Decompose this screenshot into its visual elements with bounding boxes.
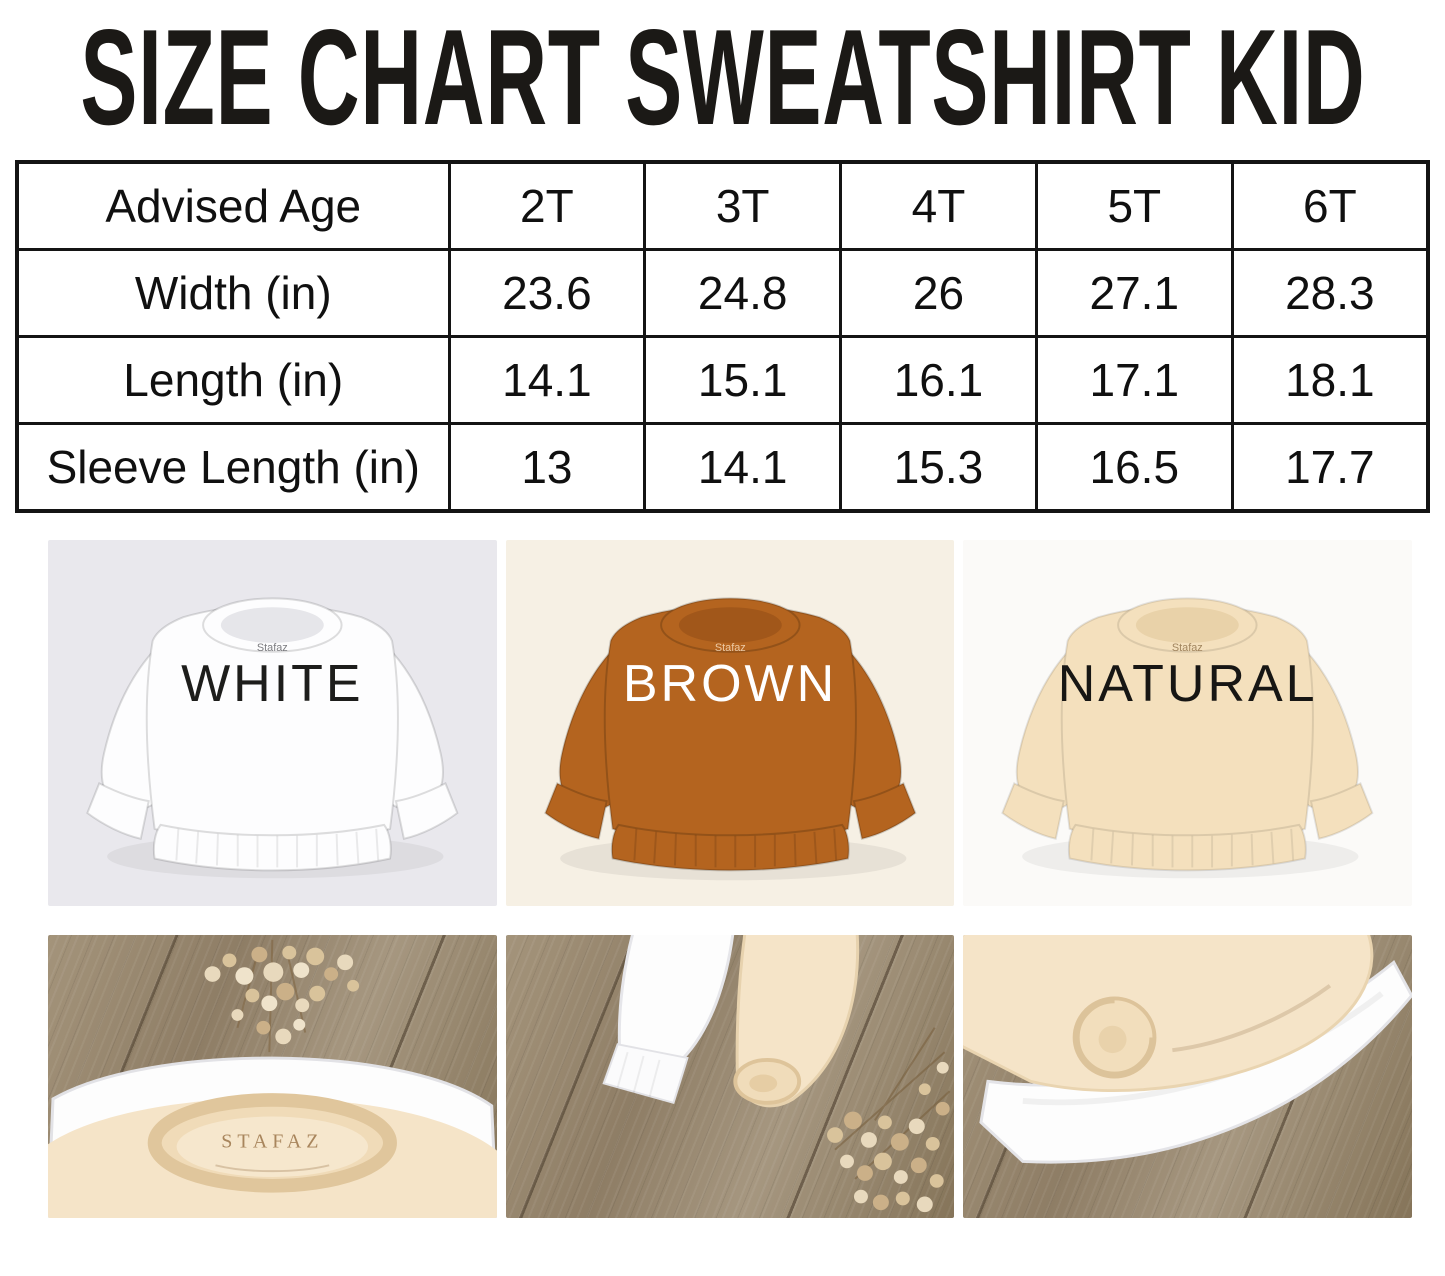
variant-photo-white	[48, 540, 497, 906]
neck-tag-label: Stafaz	[1172, 641, 1204, 654]
cell-value: 23.6	[449, 250, 645, 337]
dried-flowers	[205, 940, 360, 1052]
sweatshirt-illustration	[963, 540, 1412, 906]
corner-label: Advised Age	[17, 162, 449, 250]
detail-photo-collar-closeup	[48, 935, 497, 1218]
title-banner	[0, 16, 1445, 138]
dried-flowers	[827, 1028, 950, 1212]
collar-opening	[679, 607, 782, 643]
variant-label-brown: BROWN	[622, 655, 838, 713]
size-col-5t: 5T	[1036, 162, 1232, 250]
table-row-length	[17, 337, 1428, 424]
cell-value: 26	[841, 250, 1037, 337]
collar-opening	[221, 607, 324, 643]
detail-photo-hem-closeup	[963, 935, 1412, 1218]
cell-value: 13	[449, 424, 645, 512]
size-col-4t: 4T	[841, 162, 1037, 250]
sleeves-illustration	[506, 935, 955, 1218]
size-col-2t: 2T	[449, 162, 645, 250]
cell-value: 14.1	[645, 424, 841, 512]
size-chart-table	[15, 160, 1430, 513]
cell-value: 14.1	[449, 337, 645, 424]
hem-closeup-illustration	[963, 935, 1412, 1218]
row-label: Width (in)	[17, 250, 449, 337]
collar-opening	[1136, 607, 1239, 643]
cell-value: 28.3	[1232, 250, 1428, 337]
cell-value: 17.7	[1232, 424, 1428, 512]
cell-value: 16.5	[1036, 424, 1232, 512]
size-col-6t: 6T	[1232, 162, 1428, 250]
neck-tag-label: Stafaz	[714, 641, 746, 654]
variant-label-white: WHITE	[181, 655, 364, 713]
variant-photo-natural	[963, 540, 1412, 906]
detail-photo-sleeves	[506, 935, 955, 1218]
detail-photo-row	[48, 935, 1412, 1218]
cell-value: 15.3	[841, 424, 1037, 512]
row-label: Sleeve Length (in)	[17, 424, 449, 512]
cell-value: 24.8	[645, 250, 841, 337]
brand-neck-label: STAFAZ	[221, 1130, 324, 1153]
table-row-width	[17, 250, 1428, 337]
table-row-sleeve-length	[17, 424, 1428, 512]
cell-value: 15.1	[645, 337, 841, 424]
variant-photo-brown	[506, 540, 955, 906]
cell-value: 27.1	[1036, 250, 1232, 337]
variant-label-natural: NATURAL	[1057, 655, 1318, 713]
sweatshirt-illustration	[48, 540, 497, 906]
cell-value: 18.1	[1232, 337, 1428, 424]
variant-photo-row	[48, 540, 1412, 906]
page-title: SIZE CHART SWEATSHIRT KID	[79, 16, 1366, 138]
table-row-header	[17, 162, 1428, 250]
cell-value: 17.1	[1036, 337, 1232, 424]
sweatshirt-illustration	[506, 540, 955, 906]
collar-closeup-illustration	[48, 935, 497, 1218]
neck-tag-label: Stafaz	[256, 641, 288, 654]
cell-value: 16.1	[841, 337, 1037, 424]
size-col-3t: 3T	[645, 162, 841, 250]
row-label: Length (in)	[17, 337, 449, 424]
